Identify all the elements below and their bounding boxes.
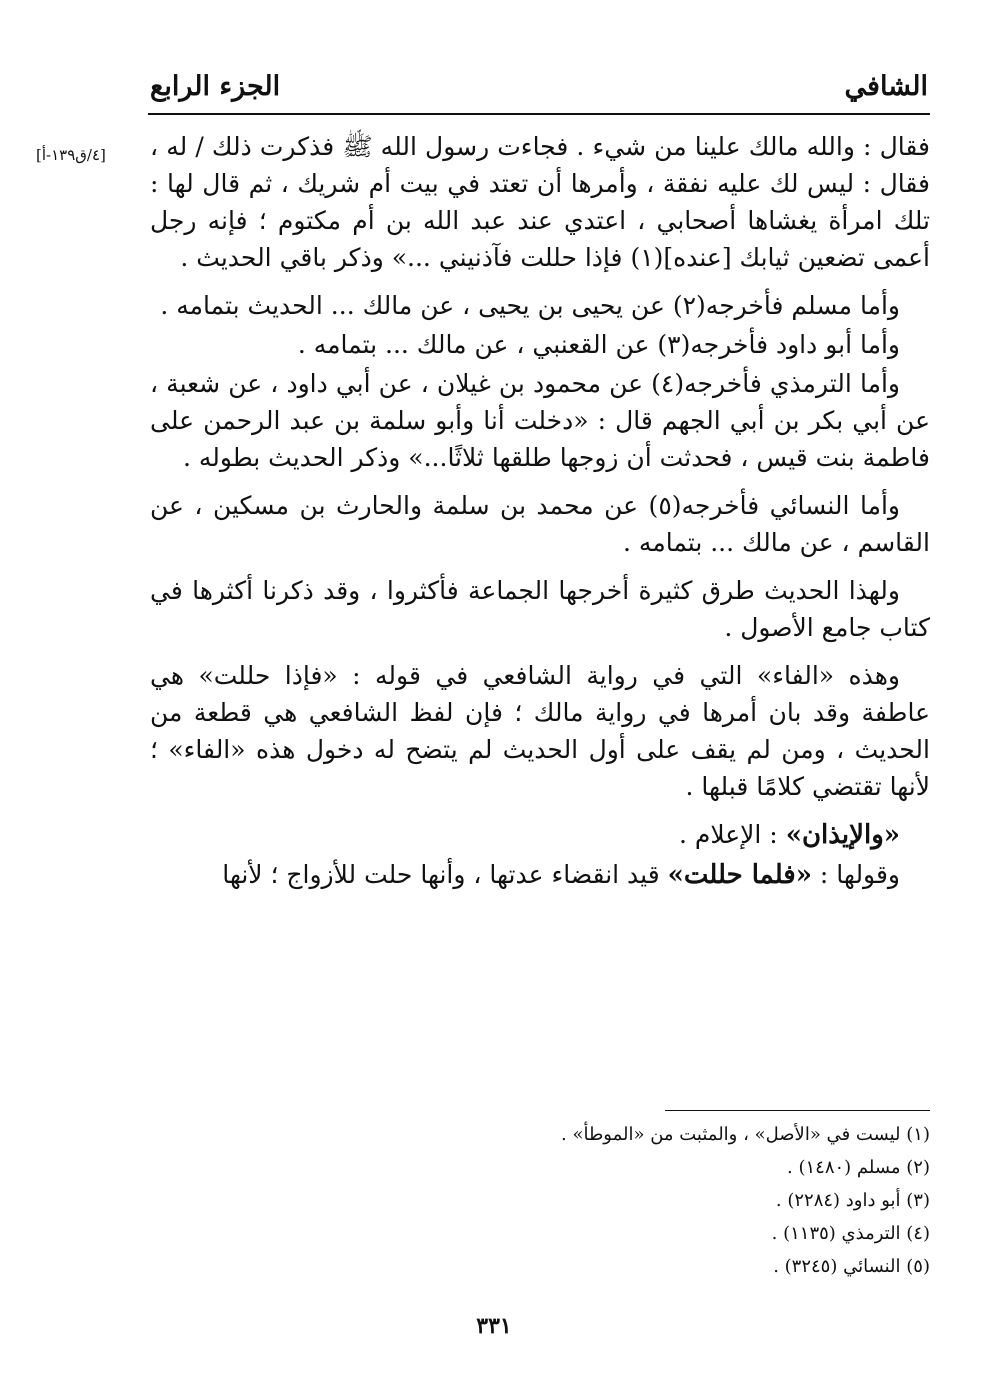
paragraph-7: وهذه «الفاء» التي في رواية الشافعي في قوله : «فإذا حللت» هي عاطفة وقد بان أمرها في رواية مالك ؛ فإن لفظ الشافعي هي قطعة من الحديث ، ومن لم يقف على أول الحديث لم يتضح له دخول هذه «الفاء» ؛ لأنها تقتضي كلامًا قبلها .	[150, 661, 930, 801]
gloss-1-term: «والإيذان»	[785, 820, 900, 850]
footnote-3: (٣) أبو داود (٢٢٨٤) .	[775, 1190, 930, 1211]
header-rule	[148, 113, 930, 115]
gloss-1-text: : الإعلام .	[678, 820, 786, 849]
paragraph-2: وأما مسلم فأخرجه(٢) عن يحيى بن يحيى ، عن مالك ... الحديث بتمامه .	[160, 291, 900, 320]
paragraph-1: فقال : والله مالك علينا من شيء . فجاءت رسول الله ﷺ فذكرت ذلك / له ، فقال : ليس لك عليه نفقة ، وأمرها أن تعتد في بيت أم شريك ، ثم قال لها : تلك امرأة يغشاها أصحابي ، اعتدي عند عبد الله بن أم مكتوم ؛ فإنه رجل أعمى تضعين ثيابك [عنده](١) فإذا حللت فآذنيني ...» وذكر باقي الحديث .	[150, 132, 930, 272]
main-text	[150, 128, 930, 896]
footnote-1: (١) ليست في «الأصل» ، والمثبت من «الموطأ» .	[561, 1124, 930, 1145]
gloss-2-prefix: وقولها :	[811, 860, 900, 889]
header-book-title: الشافي	[844, 71, 928, 102]
paragraph-6: ولهذا الحديث طرق كثيرة أخرجها الجماعة فأكثروا ، وقد ذكرنا أكثرها في كتاب جامع الأصول .	[150, 576, 930, 642]
paragraph-3: وأما أبو داود فأخرجه(٣) عن القعنبي ، عن مالك ... بتمامه .	[297, 330, 900, 359]
footnote-4: (٤) الترمذي (١١٣٥) .	[771, 1223, 930, 1244]
footnote-5: (٥) النسائي (٣٢٤٥) .	[773, 1256, 930, 1277]
footnote-rule	[665, 1110, 930, 1111]
gloss-line-1	[150, 816, 930, 854]
gloss-2-term: «فلما حللت»	[667, 860, 812, 890]
paragraph-4: وأما الترمذي فأخرجه(٤) عن محمود بن غيلان ، عن أبي داود ، عن شعبة ، عن أبي بكر بن أبي الجهم قال : «دخلت أنا وأبو سلمة بن عبد الرحمن على فاطمة بنت قيس ، فحدثت أن زوجها طلقها ثلاثًا...» وذكر الحديث بطوله .	[150, 369, 930, 472]
paragraph-5: وأما النسائي فأخرجه(٥) عن محمد بن سلمة والحارث بن مسكين ، عن القاسم ، عن مالك ... بتمامه .	[150, 491, 930, 557]
gloss-line-2	[150, 856, 930, 894]
gloss-2-text: قيد انقضاء عدتها ، وأنها حلت للأزواج ؛ لأنها	[222, 860, 668, 889]
header-volume-title: الجزء الرابع	[150, 71, 281, 102]
footnotes	[400, 1118, 930, 1283]
running-header	[150, 58, 928, 102]
page-number: ٣٣١	[476, 1313, 512, 1339]
footnote-2: (٢) مسلم (١٤٨٠) .	[787, 1157, 930, 1178]
manuscript-margin-ref: [٤/ق١٣٩-أ]	[36, 146, 106, 164]
